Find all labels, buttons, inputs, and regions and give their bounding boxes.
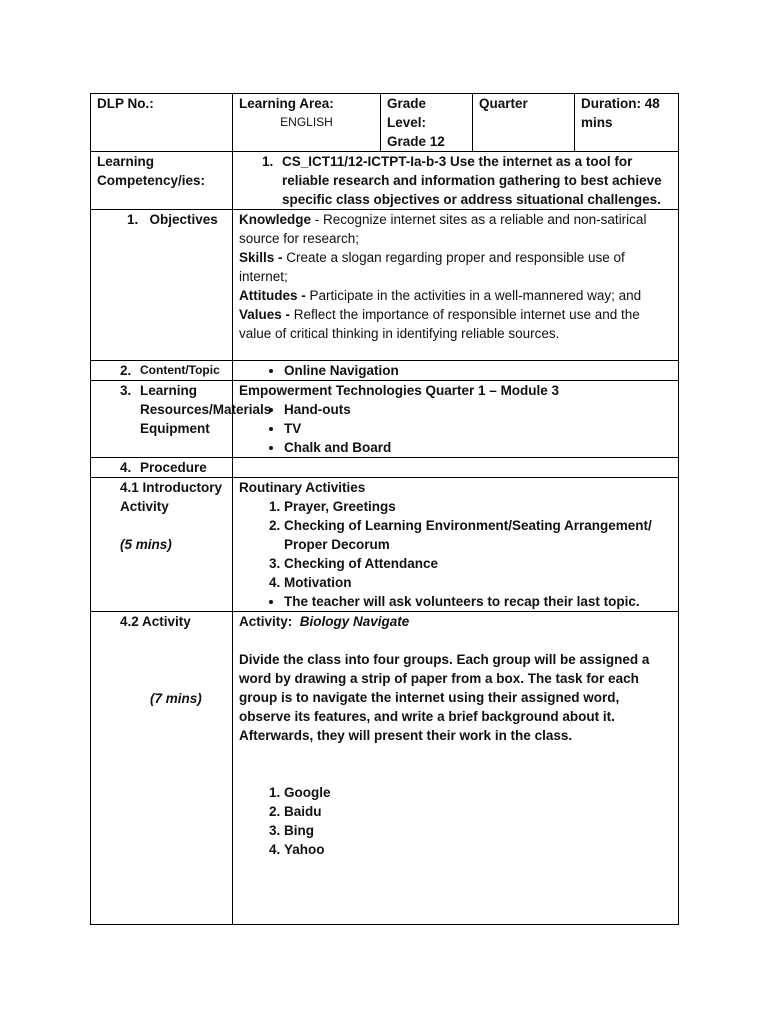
- activity-title-name: Biology Navigate: [299, 614, 410, 629]
- introductory-label-cell: [91, 478, 233, 612]
- competency-text: CS_ICT11/12-ICTPT-Ia-b-3 Use the internet as a tool for reliable research and information gathering to best achieve specific class objectives or address situational challenges.: [282, 154, 662, 207]
- knowledge-text: - Recognize internet sites as a reliable and non-satirical source for research;: [239, 212, 647, 246]
- activity-label: 4.2 Activity: [120, 614, 191, 629]
- objective-skills: [239, 248, 672, 286]
- competency-row: [91, 152, 679, 210]
- grade-level-label: Grade Level:: [387, 96, 427, 130]
- procedure-row: [91, 458, 679, 478]
- introductory-steps: [239, 497, 672, 592]
- content-label-wrap: [97, 361, 226, 380]
- values-text: Reflect the importance of responsible internet use and the value of critical thinking in identifying reliable sources.: [239, 307, 640, 341]
- learning-area-value: ENGLISH: [280, 115, 333, 129]
- introductory-text-cell: [233, 478, 679, 612]
- introductory-duration: (5 mins): [120, 537, 172, 552]
- resources-item: • Hand-outs: [284, 400, 672, 419]
- introductory-step: 2. Checking of Learning Environment/Seating Arrangement/ Proper Decorum: [284, 516, 672, 554]
- content-row: [91, 361, 679, 381]
- procedure-label-cell: [91, 458, 233, 478]
- activity-item: 1. Google: [284, 783, 672, 802]
- activity-title: [239, 612, 672, 631]
- competency-item: [239, 152, 672, 209]
- introductory-bullets: [239, 592, 672, 611]
- knowledge-label: Knowledge: [239, 212, 312, 227]
- objectives-label-cell: [91, 210, 233, 361]
- activity-title-prefix: Activity:: [239, 614, 293, 629]
- grade-level-cell: [381, 94, 473, 152]
- activity-description: Divide the class into four groups. Each group will be assigned a word by drawing a strip of paper from a box. The task for each group is to navigate the internet using their assigned word, observe its features, and write a brief background about it. Afterwards, they will present their work in the class.: [239, 652, 650, 743]
- activity-row: [91, 612, 679, 925]
- duration-cell: [575, 94, 679, 152]
- quarter-label: Quarter: [479, 96, 528, 111]
- resources-text-cell: [233, 381, 679, 458]
- procedure-empty-cell: [233, 458, 679, 478]
- introductory-step: 4. Motivation: [284, 573, 672, 592]
- content-number: 2.: [120, 363, 132, 378]
- activity-text-cell: [233, 612, 679, 925]
- quarter-cell: [473, 94, 575, 152]
- learning-area-cell: [233, 94, 381, 152]
- attitudes-label: Attitudes -: [239, 288, 306, 303]
- objectives-label: 1. Objectives: [127, 212, 218, 227]
- introductory-row: [91, 478, 679, 612]
- resources-item: • Chalk and Board: [284, 438, 672, 457]
- dlp-table: [90, 93, 679, 925]
- resources-label-wrap: [97, 381, 272, 438]
- activity-item: 4. Yahoo: [284, 840, 672, 859]
- content-list: [239, 361, 672, 380]
- procedure-number: 4.: [120, 460, 132, 475]
- resources-title: Empowerment Technologies Quarter 1 – Module 3: [239, 383, 560, 398]
- resources-item: • TV: [284, 419, 672, 438]
- skills-label: Skills -: [239, 250, 283, 265]
- duration-label: Duration: 48 mins: [581, 96, 660, 130]
- content-item: • Online Navigation: [284, 361, 672, 380]
- content-label: Content/Topic: [140, 363, 220, 377]
- activity-duration: (7 mins): [150, 691, 202, 706]
- learning-area-label: Learning Area:: [239, 96, 334, 111]
- procedure-label: Procedure: [140, 460, 207, 475]
- objectives-text-cell: [233, 210, 679, 361]
- objectives-row: [91, 210, 679, 361]
- header-row: [91, 94, 679, 152]
- activity-items: [239, 783, 672, 859]
- introductory-step: 3. Checking of Attendance: [284, 554, 672, 573]
- activity-item: 2. Baidu: [284, 802, 672, 821]
- competency-number: 1.: [262, 154, 274, 169]
- resources-number: 3.: [120, 383, 132, 398]
- resources-row: [91, 381, 679, 458]
- objective-knowledge: [239, 210, 672, 248]
- activity-label-cell: [91, 612, 233, 925]
- introductory-bullet: • The teacher will ask volunteers to recap their last topic.: [284, 592, 672, 611]
- introductory-title: Routinary Activities: [239, 480, 366, 495]
- activity-item: 3. Bing: [284, 821, 672, 840]
- skills-text: Create a slogan regarding proper and responsible use of internet;: [239, 250, 625, 284]
- objective-attitudes: [239, 286, 672, 305]
- competency-text-cell: [233, 152, 679, 210]
- competency-label: Learning Competency/ies:: [97, 154, 206, 188]
- objective-values: [239, 305, 672, 343]
- procedure-label-wrap: [97, 458, 226, 477]
- competency-label-cell: [91, 152, 233, 210]
- grade-level-value: Grade 12: [387, 134, 445, 149]
- introductory-step: 1. Prayer, Greetings: [284, 497, 672, 516]
- resources-label: Learning Resources/Materials Equipment: [140, 383, 272, 436]
- resources-list: [239, 400, 672, 457]
- dlp-no-cell: [91, 94, 233, 152]
- dlp-no-label: DLP No.:: [97, 96, 154, 111]
- content-text-cell: [233, 361, 679, 381]
- content-label-cell: [91, 361, 233, 381]
- values-label: Values -: [239, 307, 291, 322]
- resources-label-cell: [91, 381, 272, 458]
- attitudes-text: Participate in the activities in a well-mannered way; and: [305, 288, 642, 303]
- introductory-label: 4.1 Introductory Activity: [120, 480, 223, 514]
